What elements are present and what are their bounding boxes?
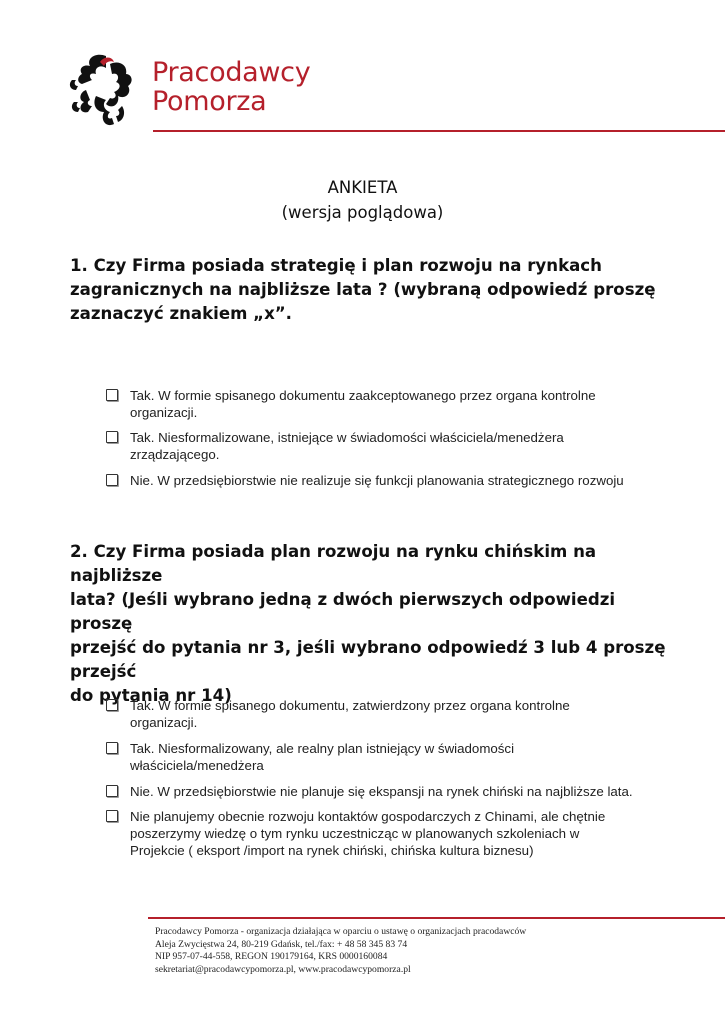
option-line: Tak. Niesformalizowane, istniejące w świadomości właściciela/menedżera bbox=[130, 430, 564, 445]
footer-contact[interactable]: sekretariat@pracodawcypomorza.pl, www.pracodawcypomorza.pl bbox=[155, 963, 411, 975]
checkbox[interactable] bbox=[106, 431, 118, 443]
question-line: 2. Czy Firma posiada plan rozwoju na rynku chińskim na najbliższe bbox=[70, 542, 597, 585]
document-title: ANKIETA bbox=[327, 178, 398, 197]
option-line: Projekcie ( eksport /import na rynek chiński, chińska kultura biznesu) bbox=[130, 843, 534, 858]
q1-option-2 bbox=[106, 429, 666, 463]
checkbox[interactable] bbox=[106, 389, 118, 401]
question-line: zaznaczyć znakiem „x”. bbox=[70, 304, 292, 323]
option-line: poszerzymy wiedzę o tym rynku uczestnicząc w planowanych szkoleniach w bbox=[130, 826, 580, 841]
option-line: Tak. W formie spisanego dokumentu zaakceptowanego przez organa kontrolne bbox=[130, 388, 596, 403]
q1-option-3 bbox=[106, 472, 666, 489]
checkbox[interactable] bbox=[106, 699, 118, 711]
option-line: Nie. W przedsiębiorstwie nie planuje się ekspansji na rynek chiński na najbliższe lata. bbox=[130, 784, 633, 799]
footer-address: Aleja Zwycięstwa 24, 80-219 Gdańsk, tel./fax: + 48 58 345 83 74 bbox=[155, 938, 408, 950]
footer-divider bbox=[148, 917, 725, 919]
brand-line1: Pracodawcy bbox=[152, 57, 311, 88]
q2-option-2 bbox=[106, 740, 666, 774]
brand-name bbox=[152, 58, 310, 116]
checkbox[interactable] bbox=[106, 810, 118, 822]
option-line: Nie planujemy obecnie rozwoju kontaktów gospodarczych z Chinami, ale chętnie bbox=[130, 809, 606, 824]
option-line: zrządzającego. bbox=[130, 447, 220, 462]
footer-registration: NIP 957-07-44-558, REGON 190179164, KRS 0000160084 bbox=[155, 951, 388, 962]
q1-option-1 bbox=[106, 387, 666, 421]
checkbox[interactable] bbox=[106, 474, 118, 486]
footer-line: Pracodawcy Pomorza - organizacja działająca w oparciu o ustawę o organizacjach pracodawców bbox=[155, 926, 527, 937]
checkbox[interactable] bbox=[106, 785, 118, 797]
option-line: organizacji. bbox=[130, 715, 198, 730]
q2-option-1 bbox=[106, 697, 666, 731]
option-line: Tak. Niesformalizowany, ale realny plan istniejący w świadomości bbox=[130, 741, 515, 756]
question-2 bbox=[70, 540, 670, 708]
griffin-logo-icon bbox=[66, 50, 150, 130]
footer bbox=[155, 926, 526, 976]
option-line: Nie. W przedsiębiorstwie nie realizuje się funkcji planowania strategicznego rozwoju bbox=[130, 473, 624, 488]
brand-line2: Pomorza bbox=[152, 86, 267, 117]
checkbox[interactable] bbox=[106, 742, 118, 754]
question-line: 1. Czy Firma posiada strategię i plan rozwoju na rynkach bbox=[70, 256, 602, 275]
document-subtitle: (wersja poglądowa) bbox=[281, 203, 444, 222]
q2-option-3 bbox=[106, 783, 666, 800]
question-line: lata? (Jeśli wybrano jedną z dwóch pierwszych odpowiedzi proszę bbox=[70, 590, 616, 633]
option-line: organizacji. bbox=[130, 405, 198, 420]
option-line: Tak. W formie spisanego dokumentu, zatwierdzony przez organa kontrolne bbox=[130, 698, 570, 713]
header-divider bbox=[153, 130, 725, 132]
question-1 bbox=[70, 254, 670, 326]
question-line: przejść do pytania nr 3, jeśli wybrano odpowiedź 3 lub 4 proszę przejść bbox=[70, 638, 666, 681]
q2-option-4 bbox=[106, 808, 666, 859]
option-line: właściciela/menedżera bbox=[130, 758, 264, 773]
question-line: do pytania nr 14) bbox=[70, 686, 232, 705]
question-line: zagranicznych na najbliższe lata ? (wybraną odpowiedź proszę bbox=[70, 280, 656, 299]
